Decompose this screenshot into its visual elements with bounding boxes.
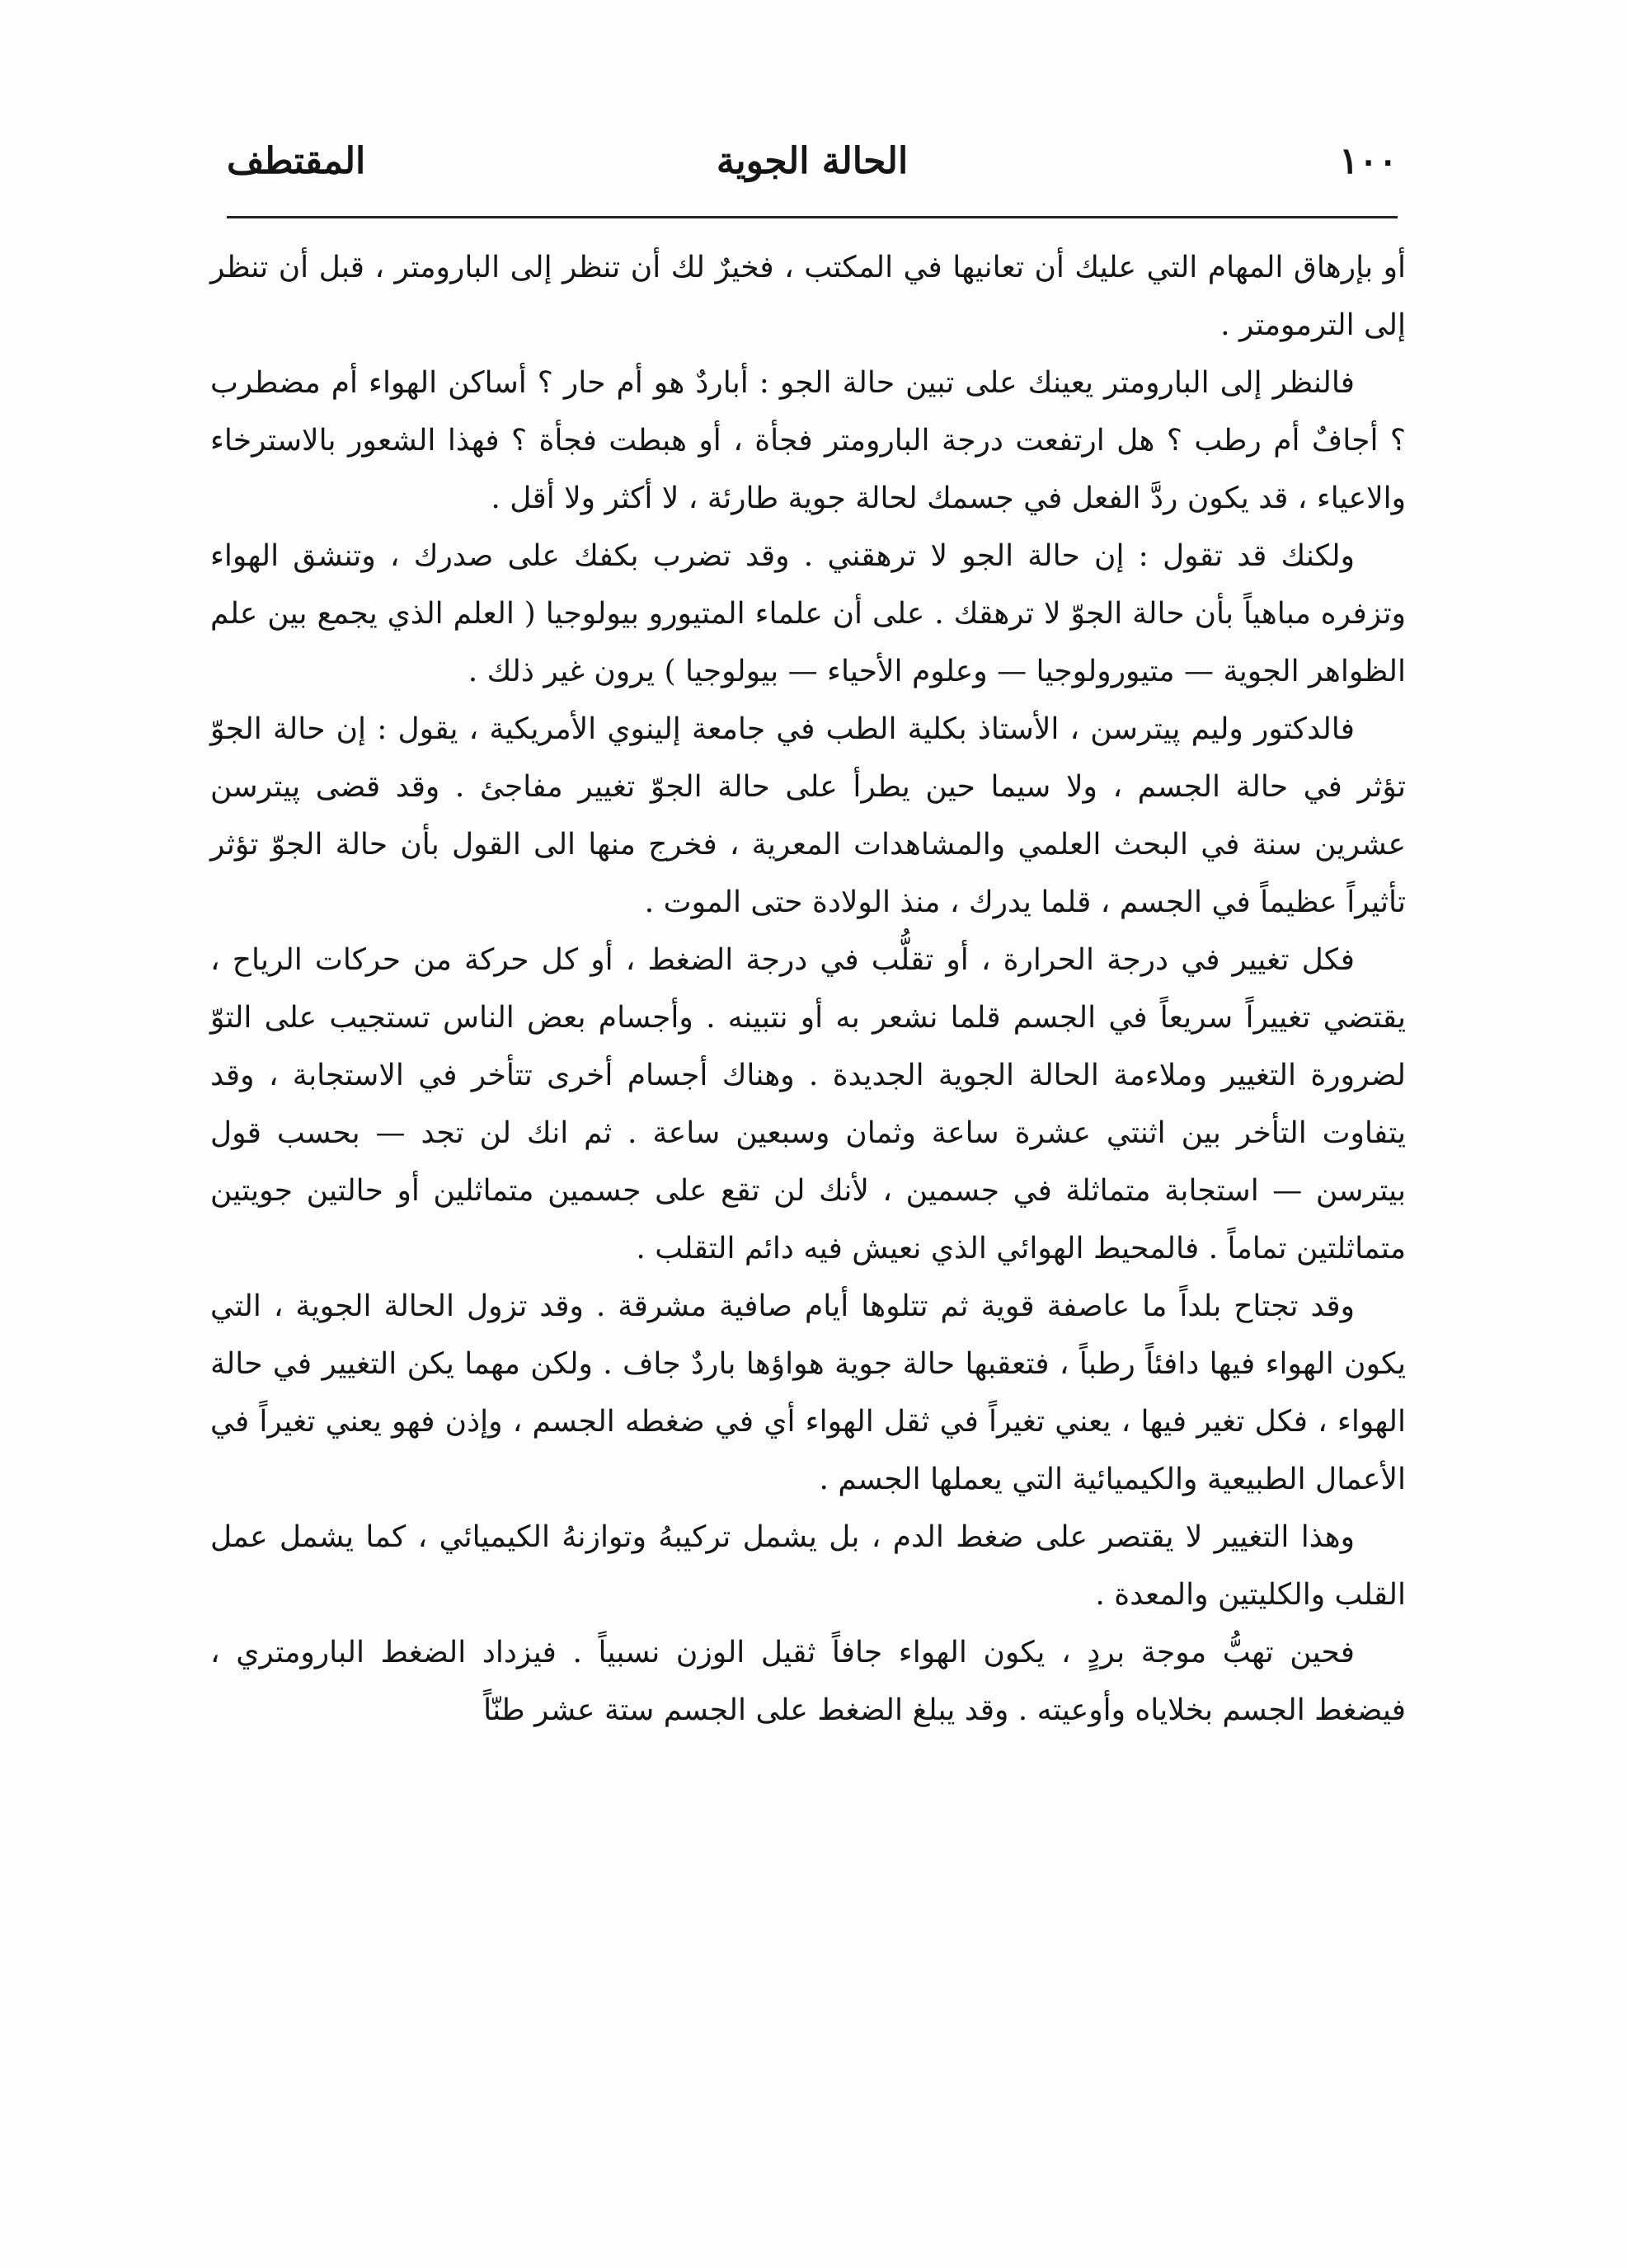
paragraph: فحين تهبُّ موجة بردٍ ، يكون الهواء جافاً ثقيل الوزن نسبياً . فيزداد الضغط البارومتري ، فيضغط الجسم بخلاياه وأوعيته . وقد يبلغ الضغط على الجسم ستة عشر طنّاً xyxy=(210,1636,1406,1727)
paragraph: وهذا التغيير لا يقتصر على ضغط الدم ، بل يشمل تركيبهُ وتوازنهُ الكيميائي ، كما يشمل عمل القلب والكليتين والمعدة . xyxy=(210,1520,1406,1612)
page-header xyxy=(227,140,1398,198)
page-number: ١٠٠ xyxy=(1339,140,1398,182)
article-body xyxy=(210,239,1406,2209)
paragraph: وقد تجتاح بلداً ما عاصفة قوية ثم تتلوها أيام صافية مشرقة . وقد تزول الحالة الجوية ، التي يكون الهواء فيها دافئاً رطباً ، فتعقبها حالة جوية هواؤها باردٌ جاف . ولكن مهما يكن التغيير في حالة الهواء ، فكل تغير فيها ، يعني تغيراً في ثقل الهواء أي في ضغطه الجسم ، وإذن فهو يعني تغيراً في الأعمال الطبيعية والكيميائية التي يعملها الجسم . xyxy=(210,1289,1406,1496)
paragraph: فالدكتور وليم پيترسن ، الأستاذ بكلية الطب في جامعة إلينوي الأمريكية ، يقول : إن حالة الجوّ تؤثر في حالة الجسم ، ولا سيما حين يطرأ على حالة الجوّ تغيير مفاجئ . وقد قضى پيترسن عشرين سنة في البحث العلمي والمشاهدات المعرية ، فخرج منها الى القول بأن حالة الجوّ تؤثر تأثيراً عظيماً في الجسم ، قلما يدرك ، منذ الولادة حتى الموت . xyxy=(210,712,1406,919)
paragraph: فالنظر إلى البارومتر يعينك على تبين حالة الجو : أباردٌ هو أم حار ؟ أساكن الهواء أم مضطرب ؟ أجافٌ أم رطب ؟ هل ارتفعت درجة البارومتر فجأة ، أو هبطت فجأة ؟ فهذا الشعور بالاسترخاء والاعياء ، قد يكون ردَّ الفعل في جسمك لحالة جوية طارئة ، لا أكثر ولا أقل . xyxy=(210,366,1406,515)
running-title: الحالة الجوية xyxy=(716,140,909,182)
header-rule xyxy=(227,216,1398,218)
paragraph: ولكنك قد تقول : إن حالة الجو لا ترهقني . وقد تضرب بكفك على صدرك ، وتنشق الهواء وتزفره مباهياً بأن حالة الجوّ لا ترهقك . على أن علماء المتيورو بيولوجيا ( العلم الذي يجمع بين علم الظواهر الجوية — متيورولوجيا — وعلوم الأحياء — بيولوجيا ) يرون غير ذلك . xyxy=(210,539,1406,688)
journal-name: المقتطف xyxy=(227,140,366,182)
paragraph: فكل تغيير في درجة الحرارة ، أو تقلُّب في درجة الضغط ، أو كل حركة من حركات الرياح ، يقتضي تغييراً سريعاً في الجسم قلما نشعر به أو نتبينه . وأجسام بعض الناس تستجيب على التوّ لضرورة التغيير وملاءمة الحالة الجوية الجديدة . وهناك أجسام أخرى تتأخر في الاستجابة ، وقد يتفاوت التأخر بين اثنتي عشرة ساعة وثمان وسبعين ساعة . ثم انك لن تجد — بحسب قول بيترسن — استجابة متماثلة في جسمين ، لأنك لن تقع على جسمين متماثلين أو حالتين جويتين متماثلتين تماماً . فالمحيط الهوائي الذي نعيش فيه دائم التقلب . xyxy=(210,943,1406,1265)
paragraph: أو بإرهاق المهام التي عليك أن تعانيها في المكتب ، فخيرٌ لك أن تنظر إلى البارومتر ، قبل أن تنظر إلى الترمومتر . xyxy=(210,251,1406,342)
